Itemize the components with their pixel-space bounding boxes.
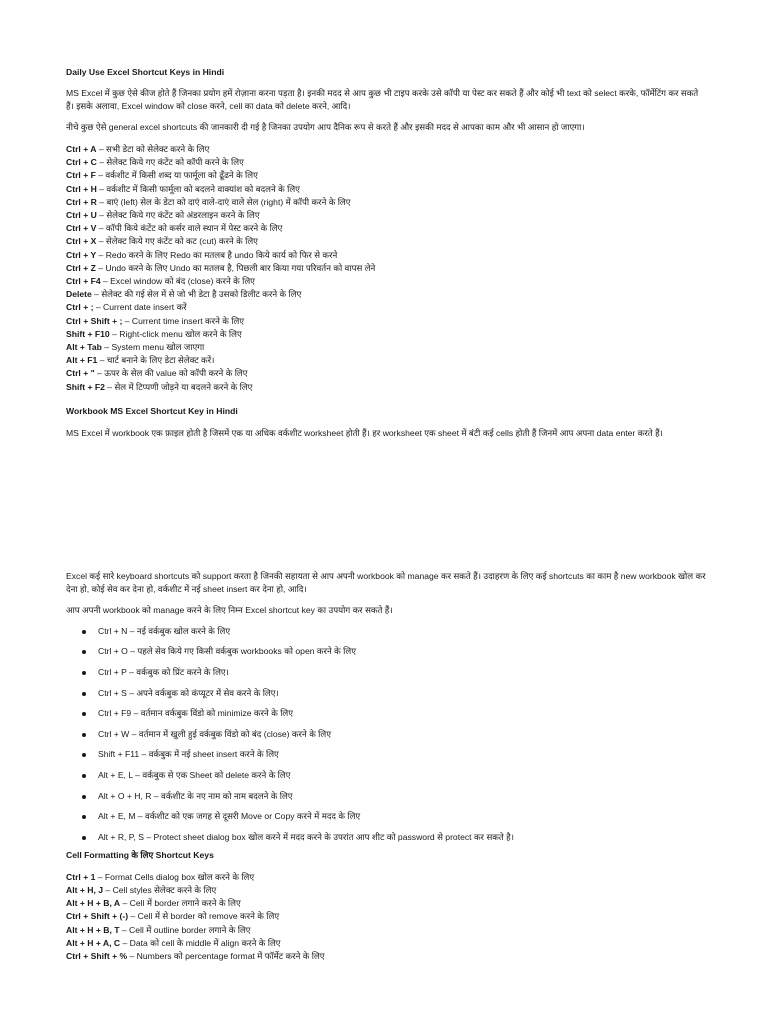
blank-image-space — [66, 440, 706, 570]
shortcut-row: Delete – सेलेक्ट की गई सेल में से जो भी डेटा है उसको डिलीट करने के लिए — [66, 289, 302, 300]
bullet-icon — [82, 815, 86, 819]
section-title-daily: Daily Use Excel Shortcut Keys in Hindi — [66, 67, 225, 77]
workbook-bullet-list — [66, 625, 706, 847]
shortcut-row: Alt + H + B, T – Cell में outline border लगाने के लिए — [66, 924, 251, 935]
shortcut-row: Ctrl + " – ऊपर के सेल की value को कॉपी करने के लिए — [66, 368, 248, 379]
bullet-icon — [82, 712, 86, 716]
shortcut-row: Ctrl + Y – Redo करने के लिए Redo का मतलब है undo किये कार्य को फिर से करने — [66, 249, 338, 260]
bullet-icon — [82, 774, 86, 778]
shortcut-row: Ctrl + F – वर्कशीट में किसी शब्द या फार्मूला को ढूँढने के लिए — [66, 170, 258, 181]
shortcut-row: Ctrl + U – सेलेक्ट किये गए कंटेंट को अंडरलाइन करने के लिए — [66, 210, 260, 221]
daily-intro-paragraph: MS Excel में कुछ ऐसे कीज होते हैं जिनका प्रयोग हमें रोज़ाना करना पड़ता है। इनकी मदद से आप कुछ भी टाइप करके उसे कॉपी या पेस्ट कर सकते हैं और कोई भी text को select करके, फॉर्मेटिंग कर सकते हैं। इसके अलावा, Excel window को close करने, cell का data को delete करने, आदि। — [66, 88, 699, 111]
shortcut-row: Ctrl + Shift + % – Numbers को percentage format में फॉर्मेट करने के लिए — [66, 951, 325, 962]
list-item: Ctrl + W – वर्तमान में खुली हुई वर्कबुक विंडो को बंद (close) करने के लिए — [66, 728, 706, 749]
daily-shortcut-list — [66, 143, 706, 394]
workbook-shortcuts-paragraph: Excel कई सारे keyboard shortcuts को support करता है जिनकी सहायता से आप अपनी workbook को manage कर सकते हैं। उदाहरण के लिए कई shortcuts का काम है new workbook खोल कर देना हो, कोई सेव कर देना हो, वर्कशीट में नई sheet insert कर देना हो, आदि। — [66, 570, 706, 594]
cell-format-shortcut-list — [66, 871, 706, 963]
shortcut-row: Ctrl + A – सभी डेटा को सेलेक्ट करने के लिए — [66, 144, 210, 154]
bullet-icon — [82, 692, 86, 696]
list-item: Ctrl + N – नई वर्कबुक खोल करने के लिए — [66, 625, 706, 646]
shortcut-row: Alt + H + B, A – Cell में border लगाने करने के लिए — [66, 898, 241, 909]
shortcut-row: Alt + H, J – Cell styles सेलेक्ट करने के लिए — [66, 885, 217, 895]
shortcut-row: Ctrl + 1 – Format Cells dialog box खोल करने के लिए — [66, 871, 255, 882]
daily-general-paragraph: नीचे कुछ ऐसे general excel shortcuts की जानकारी दी गई है जिनका उपयोग आप दैनिक रूप से करते हैं और इसकी मदद से आपका काम और भी आसान हो जाएगा। — [66, 122, 585, 132]
shortcut-row: Ctrl + Z – Undo करने के लिए Undo का मतलब है, पिछली बार किया गया परिवर्तन को वापस लेने — [66, 262, 376, 273]
shortcut-row: Alt + Tab – System menu खोल जाएगा — [66, 342, 205, 353]
shortcut-row: Ctrl + R – बाएं (left) सेल के डेटा को दाएं वाले-दाएं वाले सेल (right) में कॉपी करने के लिए — [66, 196, 351, 207]
bullet-icon — [82, 630, 86, 634]
list-item: Alt + E, M – वर्कशीट को एक जगह से दूसरी Move or Copy करने में मदद के लिए — [66, 810, 706, 831]
shortcut-row: Ctrl + Shift + (-) – Cell में से border को remove करने के लिए — [66, 911, 280, 922]
shortcut-row: Shift + F2 – सेल में टिप्पणी जोड़ने या बदलने करने के लिए — [66, 381, 253, 392]
bullet-icon — [82, 795, 86, 799]
bullet-icon — [82, 836, 86, 840]
workbook-intro-paragraph: MS Excel में workbook एक फ़ाइल होती है जिसमें एक या अधिक वर्कशीट worksheet होती हैं। हर worksheet एक sheet में बंटी कई cells होती हैं जिनमें आप अपना data enter करते हैं। — [66, 427, 663, 438]
shortcut-row: Ctrl + C – सेलेक्ट किये गए कंटेंट को कॉपी करने के लिए — [66, 157, 244, 168]
shortcut-row: Alt + F1 – चार्ट बनाने के लिए डेटा सेलेक्ट करें। — [66, 355, 215, 366]
section-title-workbook: Workbook MS Excel Shortcut Key in Hindi — [66, 405, 238, 416]
shortcut-row: Ctrl + H – वर्कशीट में किसी फार्मूला को बदलने वाक्यांश को बदलने के लिए — [66, 183, 300, 194]
shortcut-row: Shift + F10 – Right-click menu खोल करने के लिए — [66, 328, 242, 339]
bullet-icon — [82, 671, 86, 675]
list-item: Ctrl + F9 – वर्तमान वर्कबुक विंडो को minimize करने के लिए — [66, 707, 706, 728]
document-page — [66, 64, 706, 963]
shortcut-row: Ctrl + V – कॉपी किये कंटेंट को कर्सर वाले स्थान में पेस्ट करने के लिए — [66, 223, 283, 234]
list-item: Alt + E, L – वर्कबुक से एक Sheet को delete करने के लिए — [66, 769, 706, 790]
list-item: Shift + F11 – वर्कबुक में नई sheet insert करने के लिए — [66, 748, 706, 769]
list-item: Ctrl + P – वर्कबुक को प्रिंट करने के लिए। — [66, 666, 706, 687]
bullet-icon — [82, 650, 86, 654]
shortcut-row: Ctrl + ; – Current date insert करें — [66, 302, 187, 313]
list-item: Alt + R, P, S – Protect sheet dialog box खोल करने में मदद करने के उपरांत आप शीट को password से protect कर सकते है। — [66, 831, 706, 847]
list-item: Alt + O + H, R – वर्कशीट के नए नाम को नाम बदलने के लिए — [66, 790, 706, 811]
bullet-icon — [82, 753, 86, 757]
shortcut-row: Ctrl + Shift + ; – Current time insert करने के लिए — [66, 315, 245, 326]
list-item: Ctrl + O – पहले सेव किये गए किसी वर्कबुक workbooks को open करने के लिए — [66, 645, 706, 666]
shortcut-row: Alt + H + A, C – Data को cell के middle में align करने के लिए — [66, 937, 281, 948]
list-item: Ctrl + S – अपने वर्कबुक को कंप्यूटर में सेव करने के लिए। — [66, 687, 706, 708]
section-title-cell-formatting: Cell Formatting के लिए Shortcut Keys — [66, 849, 214, 860]
shortcut-row: Ctrl + X – सेलेक्ट किये गए कंटेंट को कट (cut) करने के लिए — [66, 236, 258, 247]
workbook-manage-paragraph: आप अपनी workbook को manage करने के लिए निम्न Excel shortcut key का उपयोग कर सकते हैं। — [66, 604, 393, 615]
shortcut-row: Ctrl + F4 – Excel window को बंद (close) करने के लिए — [66, 276, 255, 287]
bullet-icon — [82, 733, 86, 737]
